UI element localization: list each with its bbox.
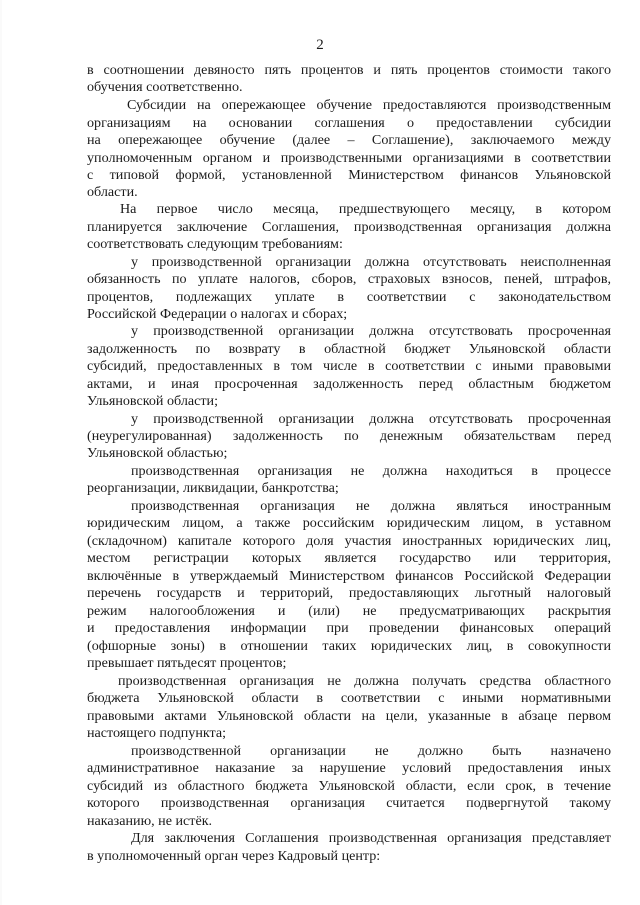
text-line: включённые в утверждаемый Министерством финансов Российской Федерации <box>87 568 611 584</box>
text-line: (складочном) капитале которого доля участия иностранных юридических лиц, <box>87 533 611 549</box>
text-line: обучения соответственно. <box>87 79 243 95</box>
paragraph-first-line: у производственной организации должна отсутствовать просроченная <box>131 411 611 427</box>
paragraph-first-line: производственная организация не должна получать средства областного <box>118 673 611 689</box>
text-line: местом регистрации которых является государство или территория, <box>87 550 611 566</box>
text-line: Ульяновской областью; <box>87 445 228 461</box>
text-line: бюджета Ульяновской области в соответствии с иными нормативными <box>87 690 611 706</box>
text-line: уполномоченным органом и производственными организациями в соответствии <box>87 150 611 166</box>
text-line: реорганизации, ликвидации, банкротства; <box>87 480 339 496</box>
text-line: которого производственная организация считается подвергнутой такому <box>87 795 611 811</box>
page-number: 2 <box>316 37 324 53</box>
text-line: субсидий, предоставленных в том числе в соответствии с иными правовыми <box>87 358 611 374</box>
text-line: обязанность по уплате налогов, сборов, страховых взносов, пеней, штрафов, <box>87 271 611 287</box>
text-line: в уполномоченный орган через Кадровый центр: <box>87 848 381 864</box>
text-line: задолженность по возврату в областной бюджет Ульяновской области <box>87 341 611 357</box>
paragraph-first-line: производственная организация не должна находиться в процессе <box>131 463 611 479</box>
text-line: режим налогообложения и (или) не предусматривающих раскрытия <box>87 603 611 619</box>
text-line: Российской Федерации о налогах и сборах; <box>87 306 348 322</box>
text-line: Ульяновской области; <box>87 393 219 409</box>
text-line: планируется заключение Соглашения, производственная организация должна <box>87 219 611 235</box>
paragraph-first-line: у производственной организации должна отсутствовать просроченная <box>131 323 611 339</box>
paragraph-first-line: у производственной организации должна отсутствовать неисполненная <box>131 254 611 270</box>
text-line: настоящего подпункта; <box>87 725 227 741</box>
text-line: (неурегулированная) задолженность по денежным обязательствам перед <box>87 428 611 444</box>
text-line: области. <box>87 184 138 200</box>
text-line: организациям на основании соглашения о предоставлении субсидии <box>87 115 611 131</box>
text-line: административное наказание за нарушение условий предоставления иных <box>87 760 611 776</box>
text-line: правовыми актами Ульяновской области на цели, указанные в абзаце первом <box>87 708 611 724</box>
paragraph-first-line: Для заключения Соглашения производственная организация представляет <box>131 830 611 846</box>
paragraph-first-line: производственная организация не должна являться иностранным <box>131 498 611 514</box>
text-line: наказанию, не истёк. <box>87 813 213 829</box>
text-line: (офшорные зоны) в отношении таких юридических лиц, в совокупности <box>87 638 611 654</box>
text-line: превышает пятьдесят процентов; <box>87 655 287 671</box>
text-line: и предоставления информации при проведении финансовых операций <box>87 620 611 636</box>
text-line: в соотношении девяносто пять процентов и пять процентов стоимости такого <box>87 62 611 78</box>
text-line: соответствовать следующим требованиям: <box>87 236 343 252</box>
text-line: на опережающее обучение (далее – Соглашение), заключаемого между <box>87 132 611 148</box>
paragraph-first-line: производственной организации не должно быть назначено <box>131 743 611 759</box>
text-line: актами, и иная просроченная задолженность перед областным бюджетом <box>87 376 611 392</box>
paragraph-first-line: Субсидии на опережающее обучение предоставляются производственным <box>127 97 611 113</box>
text-line: с типовой формой, установленной Министерством финансов Ульяновской <box>87 167 611 183</box>
paragraph-first-line: На первое число месяца, предшествующего месяцу, в котором <box>120 201 611 217</box>
text-line: процентов, подлежащих уплате в соответствии с законодательством <box>87 289 611 305</box>
text-line: субсидий из областного бюджета Ульяновской области, если срок, в течение <box>87 778 611 794</box>
text-line: юридическим лицом, а также российским юридическим лицом, в уставном <box>87 515 611 531</box>
scan-edge <box>0 0 2 905</box>
text-line: перечень государств и территорий, предоставляющих льготный налоговый <box>87 585 611 601</box>
